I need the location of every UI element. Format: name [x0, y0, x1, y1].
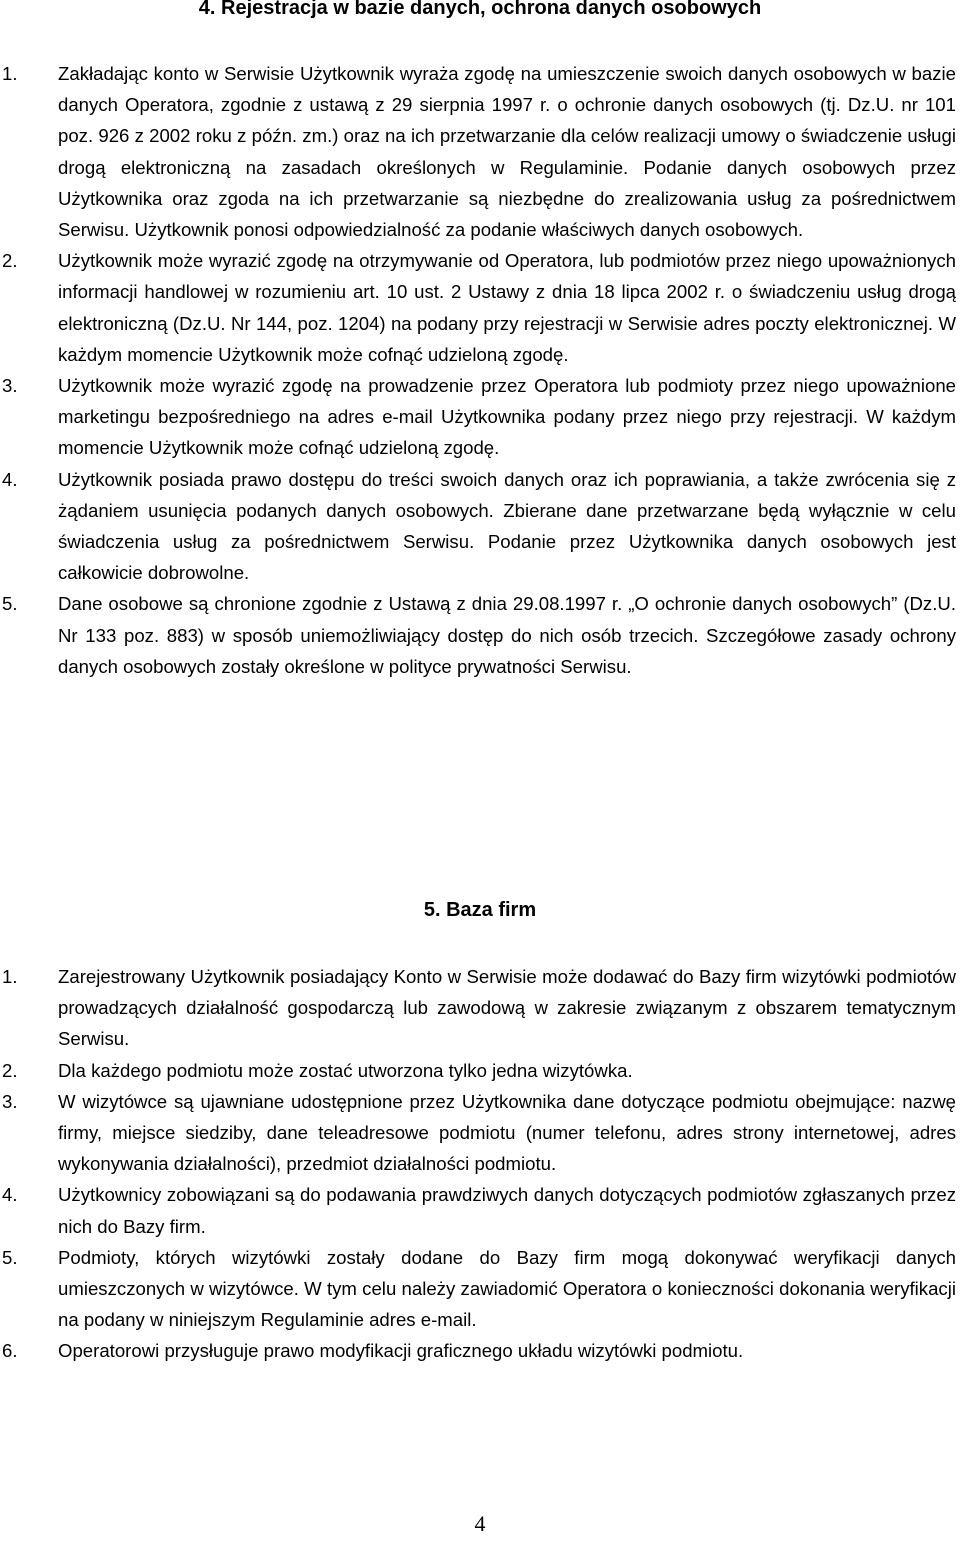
- item-number: 3.: [2, 375, 18, 397]
- page-number: 4: [474, 1511, 486, 1536]
- section-5-title: 5. Baza firm: [423, 899, 537, 921]
- item-text: Dla każdego podmiotu może zostać utworzona tylko jedna wizytówka.: [58, 1059, 633, 1081]
- item-text: Dane osobowe są chronione zgodnie z Ustawą z dnia 29.08.1997 r. „O ochronie danych osobowych” (Dz.U. Nr 133 poz. 883) w sposób uniemożliwiający dostęp do nich osób trzecich. Szczegółowe zasady ochrony danych osobowych zostały określone w polityce prywatności Serwisu.: [58, 593, 956, 677]
- list-item: [0, 1086, 960, 1180]
- list-item: [0, 588, 960, 682]
- item-number: 5.: [2, 1246, 18, 1268]
- item-text: Zakładając konto w Serwisie Użytkownik wyraża zgodę na umieszczenie swoich danych osobowych w bazie danych Operatora, zgodnie z ustawą z 29 sierpnia 1997 r. o ochronie danych osobowych (tj. Dz.U. nr 101 poz. 926 z 2002 roku z późn. zm.) oraz na ich przetwarzanie dla celów realizacji umowy o świadczenie usługi drogą elektroniczną na zasadach określonych w Regulaminie. Podanie danych osobowych przez Użytkownika oraz zgoda na ich przetwarzanie są niezbędne do zrealizowania usług za pośrednictwem Serwisu. Użytkownik ponosi odpowiedzialność za podanie właściwych danych osobowych.: [58, 63, 956, 241]
- section-4-list: [0, 58, 960, 682]
- list-item: [0, 1242, 960, 1336]
- item-text: W wizytówce są ujawniane udostępnione przez Użytkownika dane dotyczące podmiotu obejmujące: nazwę firmy, miejsce siedziby, dane teleadresowe podmiotu (numer telefonu, adres strony internetowej, adres wykonywania działalności), przedmiot działalności podmiotu.: [58, 1090, 956, 1175]
- list-item: [0, 1179, 960, 1241]
- list-item: [0, 961, 960, 1055]
- item-text: Użytkownik może wyrazić zgodę na otrzymywanie od Operatora, lub podmiotów przez niego upoważnionych informacji handlowej w rozumieniu art. 10 ust. 2 Ustawy z dnia 18 lipca 2002 r. o świadczeniu usług drogą elektroniczną (Dz.U. Nr 144, poz. 1204) na podany przy rejestracji w Serwisie adres poczty elektronicznej. W każdym momencie Użytkownik może cofnąć udzieloną zgodę.: [58, 250, 956, 365]
- list-item: [0, 1335, 960, 1366]
- section-4-title: 4. Rejestracja w bazie danych, ochrona danych osobowych: [198, 0, 762, 19]
- item-number: 6.: [2, 1340, 18, 1362]
- item-text: Użytkownik może wyrazić zgodę na prowadzenie przez Operatora lub podmioty przez niego upoważnione marketingu bezpośredniego na adres e-mail Użytkownika podany przez niego przy rejestracji. W każdym momencie Użytkownik może cofnąć udzieloną zgodę.: [58, 375, 956, 459]
- item-number: 2.: [2, 1059, 18, 1081]
- item-number: 1.: [2, 966, 18, 987]
- list-item: [0, 1055, 960, 1086]
- item-number: 2.: [2, 250, 18, 272]
- list-item: [0, 58, 960, 245]
- item-text: Zarejestrowany Użytkownik posiadający Konto w Serwisie może dodawać do Bazy firm wizytówki podmiotów prowadzących działalność gospodarczą lub zawodową w zakresie związanym z obszarem tematycznym Serwisu.: [58, 966, 956, 1050]
- item-text: Użytkownicy zobowiązani są do podawania prawdziwych danych dotyczących podmiotów zgłaszanych przez nich do Bazy firm.: [58, 1184, 956, 1237]
- section-5-list: [0, 961, 960, 1367]
- item-number: 4.: [2, 468, 18, 490]
- list-item: [0, 245, 960, 370]
- item-number: 5.: [2, 593, 18, 615]
- item-number: 1.: [2, 63, 18, 84]
- item-text: Podmioty, których wizytówki zostały dodane do Bazy firm mogą dokonywać weryfikacji danych umieszczonych w wizytówce. W tym celu należy zawiadomić Operatora o konieczności dokonania weryfikacji na podany w niniejszym Regulaminie adres e-mail.: [58, 1246, 956, 1331]
- list-item: [0, 370, 960, 464]
- item-text: Użytkownik posiada prawo dostępu do treści swoich danych oraz ich poprawiania, a także zwrócenia się z żądaniem usunięcia podanych danych osobowych. Zbierane dane przetwarzane będą wyłącznie w celu świadczenia usług za pośrednictwem Serwisu. Podanie przez Użytkownika danych osobowych jest całkowicie dobrowolne.: [58, 468, 956, 584]
- item-number: 4.: [2, 1184, 18, 1206]
- item-number: 3.: [2, 1090, 18, 1112]
- item-text: Operatorowi przysługuje prawo modyfikacji graficznego układu wizytówki podmiotu.: [58, 1340, 744, 1362]
- list-item: [0, 464, 960, 589]
